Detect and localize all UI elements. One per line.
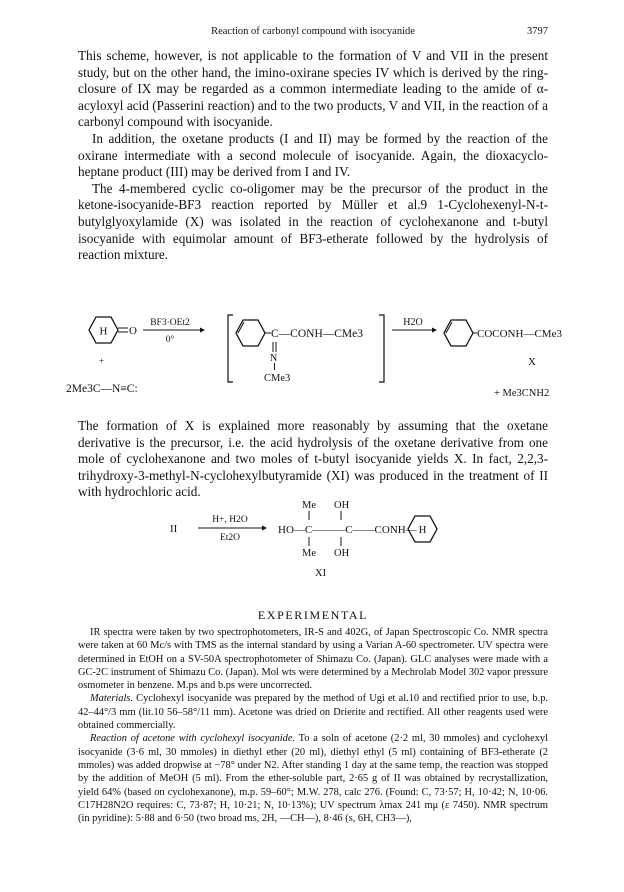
imine-nitrogen: N <box>270 353 278 364</box>
section-title-experimental: EXPERIMENTAL <box>257 608 369 622</box>
hydroxyl-bottom: OH <box>334 548 350 559</box>
bracket-right <box>379 315 384 382</box>
intermediate-chain: C—CONH—CMe3 <box>271 328 364 340</box>
cyclohexenyl-ring-1 <box>236 320 265 346</box>
scheme-2 <box>170 500 437 579</box>
experimental-reaction <box>78 732 548 825</box>
cyclohexenyl-ring-2 <box>444 320 473 346</box>
ring-label-2: H <box>418 525 427 536</box>
amine-byproduct: + Me3CNH2 <box>494 388 550 399</box>
experimental-materials <box>78 692 548 732</box>
solvent-label: Et2O <box>219 533 241 543</box>
methyl-top: Me <box>302 500 316 511</box>
lewis-acid-label: BF3·OEt2 <box>150 318 190 328</box>
paragraph-2: In addition, the oxetane products (I and II) may be formed by the reaction of the oxirane intermediate with a second molecule of isocyanide. Again, the dioxacyclo-heptane product (III) may be derived from I and IV. <box>78 130 548 180</box>
bracket-left <box>228 315 233 382</box>
isocyanide-reagent: 2Me3C—N≡C: <box>66 383 138 395</box>
running-title: Reaction of carbonyl compound with isocyanide <box>211 26 415 37</box>
paragraph-4: The formation of X is explained more reasonably by assuming that the oxetane derivative is the precursor, i.e. the acid hydrolysis of the oxetane derivative from one mole of cyclohexanone and two moles of t-butyl isocyanide yields X. In fact, 2,2,3-trihydroxy-3-methyl-N-cyclohexylbutyramide (XI) was produced in the treatment of II with hydrochloric acid. <box>78 418 548 500</box>
compound-label-xi: XI <box>315 568 327 579</box>
scheme-1 <box>66 315 562 399</box>
materials-heading: Materials. <box>90 693 134 705</box>
starting-compound-ii: II <box>170 523 178 535</box>
materials-text: Cyclohexyl isocyanide was prepared by the method of Ugi et al.10 and rectified prior to use, b.p. 42–44°/3 mm (lit.10 56–58°/11 mm). Acetone was dried on Drierite and rectified. All other reagents used were obtained commercially. <box>78 693 548 732</box>
page-number: 3797 <box>527 26 548 37</box>
reaction-text: To a soln of acetone (2·2 ml, 30 mmoles) and cyclohexyl isocyanide (3·6 ml, 30 mmoles) in diethyl ether (20 ml), diethyl ethyl (5 ml) containing of BF3-etherate (2 mmoles) was added dropwise at −78° under N2. After standing 1 day at the same temp, the reaction was stopped by the addition of MeOH (5 ml). From the ether-soluble part, 2·65 g of II was obtained by recrystallization, yield 64% (based on cyclohexanone), m.p. 59–60°; M.W. 278, calc 276. (Found: C, 73·57; H, 10·42; N, 10·06. C17H28N2O requires: C, 73·87; H, 10·21; N, 10·13%); UV spectrum λmax 241 mμ (ε 7450). NMR spectrum (in pyridine): 5·88 and 6·50 (two broad ms, 2H, —CH—), 8·46 (s, 6H, CH3—), <box>78 733 548 825</box>
compound-label-x: X <box>528 356 536 368</box>
temperature-label: 0° <box>165 335 175 345</box>
methyl-bottom: Me <box>302 548 316 559</box>
plus-sign-1: + <box>99 356 105 366</box>
ring-label-1: H <box>99 325 108 338</box>
paragraph-1: This scheme, however, is not applicable to the formation of V and VII in the present study, but on the other hand, the imino-oxirane species IV which is derived by the ring-closure of IX may be regarded as a common intermediate leading to the amide of α-acyloxyl acid (Passerini reaction) and to the two products, V and VII, in the reaction of a carbonyl compound with isocyanide. <box>78 48 548 130</box>
hydrolysis-label: H2O <box>403 317 423 328</box>
hydroxyl-top: OH <box>334 500 350 511</box>
reaction-heading: Reaction of acetone with cyclohexyl isocyanide. <box>90 733 296 745</box>
glyoxylamide-chain: COCONH—CMe3 <box>477 328 562 340</box>
butyramide-chain: HO—C———C——CONH— <box>278 524 417 536</box>
acid-hydrolysis-label: H+, H2O <box>212 515 248 525</box>
carbonyl-oxygen: O <box>129 325 137 337</box>
experimental-general: IR spectra were taken by two spectrophotometers, IR-S and 402G, of Japan Spectroscopic Co. NMR spectra were taken at 60 Mc/s with TMS as the internal standard by using a Varian A-60 spectrometer. UV spectra were determined in EtOH on a SV-50A spectrophotometer of Shimazu Co. (Japan). GLC analyses were made with a GC-2C instrument of Shimazu Co. (Japan). Mol wts were determined by a Mechrolab Model 302 vapor pressure osmometer in benzene. M.ps and b.ps were uncorrected. <box>78 627 548 692</box>
tert-butyl-group: CMe3 <box>264 373 291 384</box>
paragraph-3: The 4-membered cyclic co-oligomer may be the precursor of the product in the ketone-isocyanide-BF3 reaction reported by Müller et al.9 1-Cyclohexenyl-N-t-butylglyoxylamide (X) was isolated in the reaction of cyclohexanone and t-butyl isocyanide with equimolar amount of BF3-etherate followed by the hydrolysis of reaction mixture. <box>78 180 548 263</box>
experimental-text <box>78 626 548 825</box>
body-text-lower <box>78 418 548 501</box>
